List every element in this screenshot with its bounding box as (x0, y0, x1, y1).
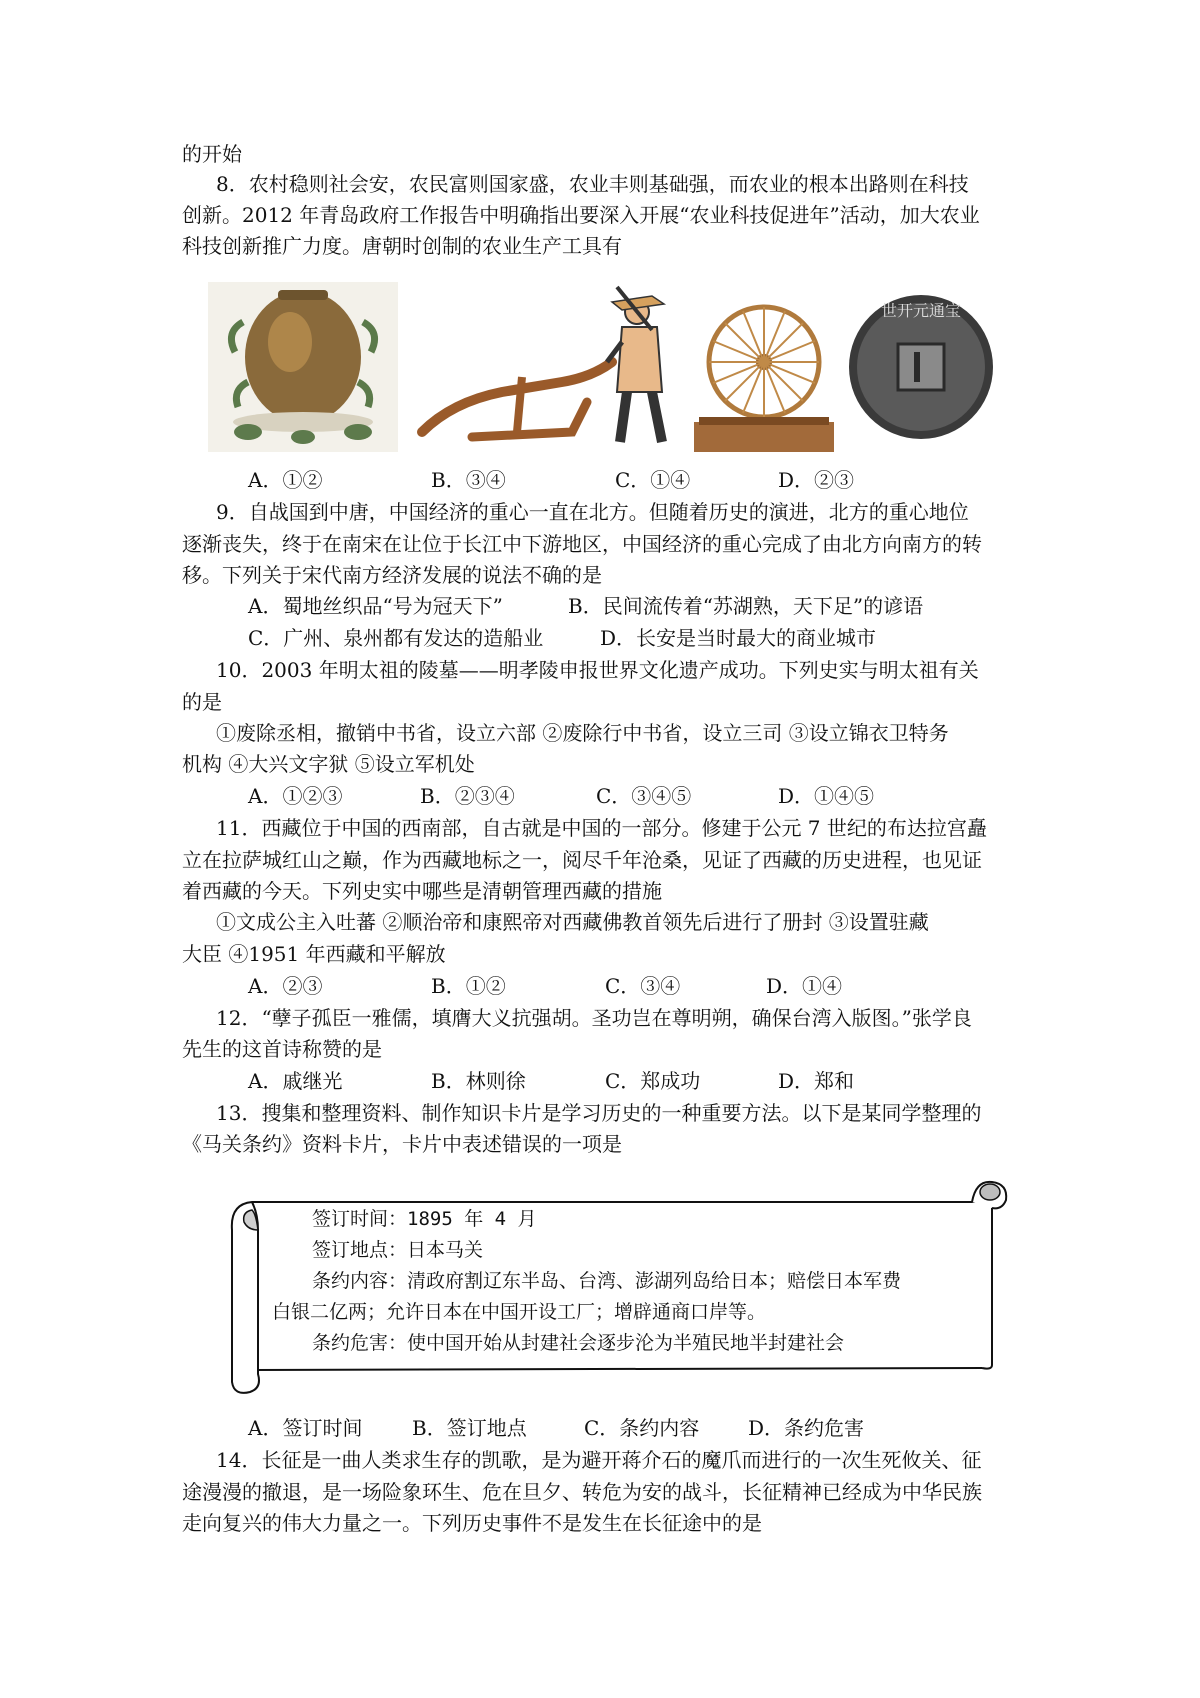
q11-option-b[interactable]: B．①② (431, 974, 506, 998)
q9-option-c[interactable]: C．广州、泉州都有发达的造船业 (248, 626, 544, 650)
card-harm: 条约危害：使中国开始从封建社会逐步沦为半殖民地半封建社会 (312, 1332, 845, 1354)
q10-option-d[interactable]: D．①④⑤ (778, 784, 875, 808)
q10-option-c[interactable]: C．③④⑤ (596, 784, 692, 808)
seismograph-image (208, 282, 398, 452)
q13-option-a[interactable]: A．签订时间 (248, 1416, 363, 1440)
card-sign-place: 签订地点：日本马关 (312, 1239, 484, 1261)
q14-line-3: 走向复兴的伟大力量之一。下列历史事件不是发生在长征途中的是 (182, 1511, 762, 1535)
q11-option-d[interactable]: D．①④ (766, 974, 843, 998)
waterwheel-image (694, 282, 834, 452)
q10-line-4: 机构 ④大兴文字狱 ⑤设立军机处 (182, 752, 475, 776)
q11-line-5: 大臣 ④1951 年西藏和平解放 (182, 942, 446, 966)
q13-line-2: 《马关条约》资料卡片，卡片中表述错误的一项是 (182, 1132, 622, 1156)
q12-option-a[interactable]: A．戚继光 (248, 1069, 343, 1093)
q10-option-a[interactable]: A．①②③ (248, 784, 343, 808)
q13-option-c[interactable]: C．条约内容 (584, 1416, 700, 1440)
q9-option-b[interactable]: B．民间流传着“苏湖熟，天下足”的谚语 (568, 594, 924, 618)
q9-line-1: 9．自战国到中唐，中国经济的重心一直在北方。但随着历史的演进，北方的重心地位 (216, 500, 969, 524)
q12-line-1: 12．“孽子孤臣一雅儒，填膺大义抗强胡。圣功岂在尊明朔，确保台湾入版图。”张学良 (216, 1006, 972, 1030)
q7-tail: 的开始 (182, 142, 242, 166)
q8-line-1: 8．农村稳则社会安，农民富则国家盛，农业丰则基础强，而农业的根本出路则在科技 (216, 172, 969, 196)
q8-option-a[interactable]: A．①② (248, 468, 323, 492)
card-content-line-2: 白银二亿两；允许日本在中国开设工厂；增辟通商口岸等。 (272, 1301, 767, 1323)
q9-line-2: 逐渐丧失，终于在南宋在让位于长江中下游地区，中国经济的重心完成了由北方向南方的转 (182, 532, 982, 556)
q12-option-c[interactable]: C．郑成功 (605, 1069, 701, 1093)
q9-line-3: 移。下列关于宋代南方经济发展的说法不确的是 (182, 563, 602, 587)
q14-line-1: 14．长征是一曲人类求生存的凯歌，是为避开蒋介石的魔爪而进行的一次生死攸关、征 (216, 1448, 982, 1472)
q8-option-c[interactable]: C．①④ (615, 468, 691, 492)
q8-option-d[interactable]: D．②③ (778, 468, 855, 492)
curved-plough-image (412, 282, 682, 452)
q9-option-d[interactable]: D．长安是当时最大的商业城市 (600, 626, 877, 650)
q10-line-2: 的是 (182, 690, 222, 714)
q8-line-2: 创新。2012 年青岛政府工作报告中明确指出要深入开展“农业科技促进年”活动，加大农业 (182, 203, 980, 227)
q8-option-b[interactable]: B．③④ (431, 468, 506, 492)
card-content-line-1: 条约内容：清政府割辽东半岛、台湾、澎湖列岛给日本；赔偿日本军费 (312, 1270, 902, 1292)
q10-option-b[interactable]: B．②③④ (420, 784, 515, 808)
q11-line-1: 11．西藏位于中国的西南部，自古就是中国的一部分。修建于公元 7 世纪的布达拉宫矗 (216, 816, 987, 840)
q14-line-2: 途漫漫的撤退，是一场险象环生、危在旦夕、转危为安的战斗，长征精神已经成为中华民族 (182, 1480, 982, 1504)
q11-line-3: 着西藏的今天。下列史实中哪些是清朝管理西藏的措施 (182, 879, 662, 903)
q13-option-d[interactable]: D．条约危害 (748, 1416, 865, 1440)
q13-line-1: 13．搜集和整理资料、制作知识卡片是学习历史的一种重要方法。以下是某同学整理的 (216, 1101, 982, 1125)
treaty-card (222, 1170, 1012, 1400)
q11-line-4: ①文成公主入吐蕃 ②顺治帝和康熙帝对西藏佛教首领先后进行了册封 ③设置驻藏 (216, 910, 929, 934)
q8-line-3: 科技创新推广力度。唐朝时创制的农业生产工具有 (182, 234, 622, 258)
q9-option-a[interactable]: A．蜀地丝织品“号为冠天下” (248, 594, 503, 618)
q12-option-d[interactable]: D．郑和 (778, 1069, 855, 1093)
q11-option-a[interactable]: A．②③ (248, 974, 323, 998)
q10-line-1: 10．2003 年明太祖的陵墓——明孝陵申报世界文化遗产成功。下列史实与明太祖有关 (216, 658, 979, 682)
q12-line-2: 先生的这首诗称赞的是 (182, 1037, 382, 1061)
coin-inscription: 世开元通宝 (880, 301, 962, 320)
q12-option-b[interactable]: B．林则徐 (431, 1069, 526, 1093)
q10-line-3: ①废除丞相，撤销中书省，设立六部 ②废除行中书省，设立三司 ③设立锦衣卫特务 (216, 721, 949, 745)
q11-line-2: 立在拉萨城红山之巅，作为西藏地标之一，阅尽千年沧桑，见证了西藏的历史进程，也见证 (182, 848, 982, 872)
q13-option-b[interactable]: B．签订地点 (412, 1416, 527, 1440)
card-sign-time: 签订时间：1895 年 4 月 (312, 1208, 537, 1230)
coin-image (846, 282, 996, 452)
q11-option-c[interactable]: C．③④ (605, 974, 681, 998)
